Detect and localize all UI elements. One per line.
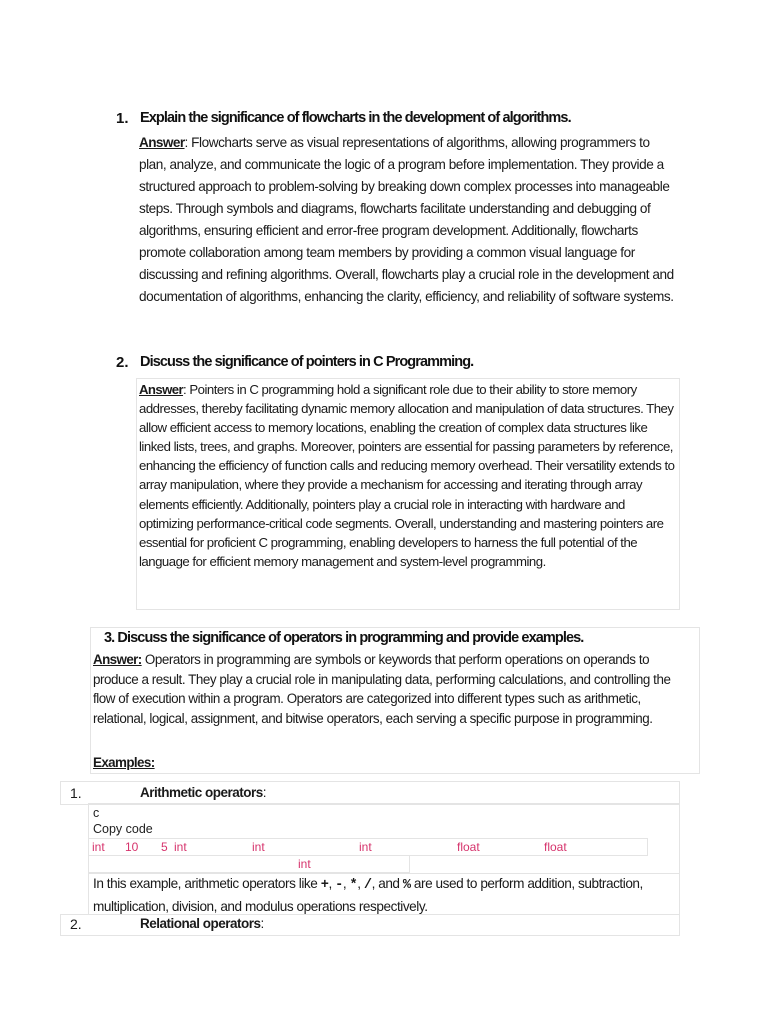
ex2-label-text: Relational operators	[140, 916, 261, 931]
ex1-sep: ,	[357, 876, 364, 891]
op-divide: /	[363, 878, 372, 893]
q2-number: 2.	[116, 354, 129, 371]
q1-answer-text: : Flowcharts serve as visual representations of algorithms, allowing programmers to plan, analyze, and communicate the logic of a program before implementation. They provide a structured approach to problem-solving by breaking down complex processes into manageable steps. Through symbols and diagrams, flowcharts facilitate understanding and debugging of algorithms, ensuring efficient and error-free program development. Additionally, flowcharts promote collaboration among team members by providing a common visual language for discussing and refining algorithms. Overall, flowcharts play a crucial role in the development and documentation of algorithms, enhancing the clarity, efficiency, and reliability of software systems.	[139, 135, 674, 304]
ex1-and: , and	[371, 876, 403, 891]
ex2-label	[140, 916, 264, 931]
ex2-label-colon: :	[260, 916, 264, 931]
code-lang: c	[93, 806, 100, 820]
q1-answer-label: Answer	[139, 135, 185, 150]
q2-answer	[139, 380, 677, 571]
q3-title: 3. Discuss the significance of operators in programming and provide examples.	[104, 630, 584, 646]
ex1-desc-pre: In this example, arithmetic operators like	[93, 876, 321, 891]
q3-answer-text: Operators in programming are symbols or keywords that perform operations on operands to produce a result. They play a crucial role in manipulating data, performing calculations, and controlling the flow of execution within a program. Operators are categorized into different types such as arithmetic, relational, logical, assignment, and bitwise operators, each serving a specific purpose in programming.	[93, 652, 671, 726]
copy-code-button[interactable]: Copy code	[93, 822, 153, 836]
ex1-sep: ,	[342, 876, 350, 891]
op-multiply: *	[349, 878, 358, 893]
q2-answer-label: Answer	[139, 382, 184, 397]
op-plus: +	[320, 878, 329, 893]
ex1-desc-post: are used to perform addition, subtraction, multiplication, division, and modulus operations respectively.	[93, 876, 643, 914]
q2-answer-text: : Pointers in C programming hold a significant role due to their ability to store memory addresses, thereby facilitating dynamic memory allocation and manipulation of data structures. They allow efficient access to memory locations, enabling the creation of complex data structures like linked lists, trees, and graphs. Moreover, pointers are essential for passing parameters by reference, enhancing the efficiency of function calls and reducing memory overhead. Their versatility extends to array manipulation, where they provide a mechanism for accessing and iterating through array elements efficiently. Additionally, pointers play a crucial role in interacting with hardware and optimizing performance-critical code segments. Overall, understanding and mastering pointers are essential for proficient C programming, enabling developers to harness the full potential of the language for efficient memory management and system-level programming.	[139, 382, 675, 569]
code-token: int	[252, 840, 265, 854]
code-token: int	[174, 840, 187, 854]
op-modulus: %	[402, 878, 411, 893]
ex1-label-text: Arithmetic operators	[140, 785, 263, 800]
code-token: int	[92, 840, 105, 854]
code-token: int	[298, 857, 311, 871]
q2-title: Discuss the significance of pointers in C Programming.	[140, 354, 474, 370]
code-token: int	[359, 840, 372, 854]
ex1-description	[93, 874, 673, 917]
code-token: 5	[161, 840, 168, 854]
ex1-label	[140, 785, 266, 800]
ex1-label-colon: :	[262, 785, 267, 800]
code-line-2	[88, 855, 410, 873]
ex1-sep: ,	[328, 876, 336, 891]
q1-answer	[139, 132, 677, 308]
op-minus: -	[335, 878, 343, 893]
ex1-number: 1.	[70, 785, 82, 801]
q1-title: Explain the significance of flowcharts in the development of algorithms.	[140, 110, 571, 126]
q3-answer	[93, 650, 693, 728]
ex2-number: 2.	[70, 916, 82, 932]
q1-number: 1.	[116, 110, 129, 127]
code-token: 10	[125, 840, 139, 854]
q3-answer-label: Answer:	[93, 652, 142, 667]
examples-label: Examples:	[93, 755, 155, 770]
code-token: float	[544, 840, 567, 854]
code-tokens	[92, 840, 642, 854]
code-token: float	[457, 840, 480, 854]
